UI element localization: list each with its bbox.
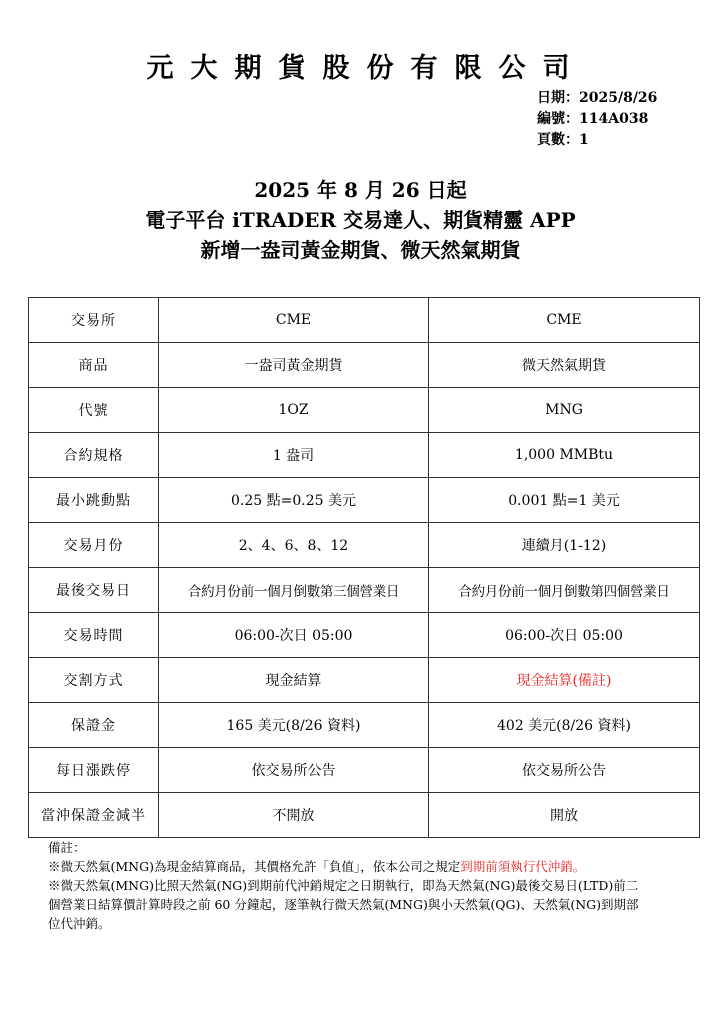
cell-natgas-highlight: 現金結算(備註): [429, 658, 700, 703]
table-row: [29, 748, 700, 793]
contract-spec-table: [28, 297, 700, 838]
document-serial: 編號：114A038: [537, 111, 649, 127]
table-row: [29, 793, 700, 838]
cell-natgas: 06:00-次日 05:00: [429, 613, 700, 658]
cell-natgas: 微天然氣期貨: [429, 343, 700, 388]
cell-natgas: MNG: [429, 388, 700, 433]
document-meta: [537, 88, 657, 151]
table-row: [29, 658, 700, 703]
cell-natgas: 開放: [429, 793, 700, 838]
document-date: 日期：2025/8/26: [537, 90, 658, 106]
cell-natgas: 0.001 點=1 美元: [429, 478, 700, 523]
note-1-highlight: 到期前須執行代沖銷。: [460, 859, 586, 874]
row-label: 保證金: [29, 703, 159, 748]
cell-natgas: 1,000 MMBtu: [429, 433, 700, 478]
company-name: 元大期貨股份有限公司: [146, 53, 587, 84]
row-label: 代號: [29, 388, 159, 433]
row-label: 當沖保證金減半: [29, 793, 159, 838]
table-row: [29, 298, 700, 343]
row-label: 交易時間: [29, 613, 159, 658]
notes-section: [48, 838, 648, 933]
cell-gold: 165 美元(8/26 資料): [159, 703, 429, 748]
title-products: 新增一盎司黃金期貨、微天然氣期貨: [200, 238, 521, 262]
cell-natgas: 402 美元(8/26 資料): [429, 703, 700, 748]
table-row: [29, 703, 700, 748]
cell-gold: 06:00-次日 05:00: [159, 613, 429, 658]
row-label: 交易月份: [29, 523, 159, 568]
note-1: [48, 857, 648, 876]
title-platforms: 電子平台 iTRADER 交易達人、期貨精靈 APP: [145, 208, 576, 232]
row-label: 最後交易日: [29, 568, 159, 613]
cell-natgas: 合約月份前一個月倒數第四個營業日: [429, 568, 700, 613]
row-label: 交割方式: [29, 658, 159, 703]
cell-natgas: 依交易所公告: [429, 748, 700, 793]
notes-heading: 備註：: [48, 840, 86, 855]
cell-gold: CME: [159, 298, 429, 343]
cell-gold: 一盎司黃金期貨: [159, 343, 429, 388]
cell-gold: 現金結算: [159, 658, 429, 703]
table-row: [29, 568, 700, 613]
row-label: 商品: [29, 343, 159, 388]
table-row: [29, 433, 700, 478]
table-row: [29, 613, 700, 658]
cell-gold: 依交易所公告: [159, 748, 429, 793]
cell-gold: 1OZ: [159, 388, 429, 433]
cell-gold: 合約月份前一個月倒數第三個營業日: [159, 568, 429, 613]
title-effective-date: 2025 年 8 月 26 日起: [254, 178, 467, 202]
row-label: 交易所: [29, 298, 159, 343]
cell-gold: 1 盎司: [159, 433, 429, 478]
row-label: 合約規格: [29, 433, 159, 478]
row-label: 每日漲跌停: [29, 748, 159, 793]
cell-natgas: 連續月(1-12): [429, 523, 700, 568]
cell-gold: 不開放: [159, 793, 429, 838]
row-label: 最小跳動點: [29, 478, 159, 523]
note-2: ※微天然氣(MNG)比照天然氣(NG)到期前代沖銷規定之日期執行，即為天然氣(NG)最後交易日(LTD)前二個營業日結算價計算時段之前 60 分鐘起，逐筆執行微天然氣(MNG)與小天然氣(QG)、天然氣(NG)到期部位代沖銷。: [48, 878, 639, 931]
note-1-text: ※微天然氣(MNG)為現金結算商品，其價格允許「負值」，依本公司之規定: [48, 859, 461, 874]
cell-gold: 0.25 點=0.25 美元: [159, 478, 429, 523]
cell-natgas: CME: [429, 298, 700, 343]
table-row: [29, 343, 700, 388]
document-pages: 頁數：1: [537, 132, 589, 148]
table-row: [29, 388, 700, 433]
table-row: [29, 523, 700, 568]
table-row: [29, 478, 700, 523]
cell-gold: 2、4、6、8、12: [159, 523, 429, 568]
